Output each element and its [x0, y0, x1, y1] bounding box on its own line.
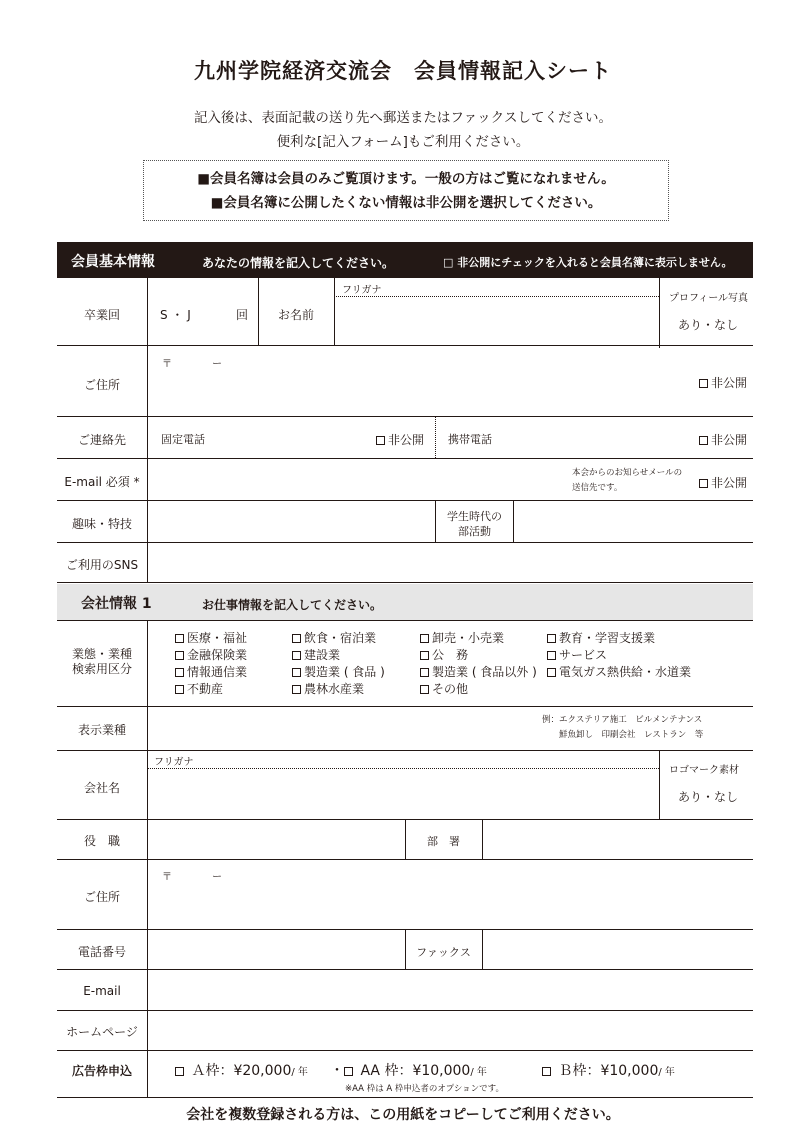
- industry-checkbox[interactable]: サービス: [547, 646, 607, 663]
- page-title: 九州学院経済交流会 会員情報記入シート: [194, 59, 612, 83]
- hobby-input[interactable]: [149, 502, 434, 541]
- department-input[interactable]: [484, 821, 752, 858]
- email-note-line-2: 送信先です。: [572, 483, 623, 493]
- email-note-line-1: 本会からのお知らせメールの: [572, 468, 683, 478]
- industry-checkbox[interactable]: 電気ガス熱供給・水道業: [547, 663, 691, 680]
- landline-label: 固定電話: [161, 433, 205, 446]
- homepage-input[interactable]: [149, 1012, 752, 1049]
- ad-separator: ・: [330, 1063, 344, 1079]
- ad-note: ※AA 枠は A 枠申込者のオプションです。: [345, 1084, 504, 1094]
- position-label: 役 職: [83, 834, 120, 848]
- landline-private-checkbox[interactable]: 非公開: [376, 431, 424, 448]
- mobile-label: 携帯電話: [448, 433, 492, 446]
- phone-label: 電話番号: [77, 945, 126, 959]
- private-note: □ 非公開にチェックを入れると会員名簿に表示しません。: [443, 256, 733, 269]
- industry-checkbox[interactable]: 公 務: [420, 646, 468, 663]
- mobile-private-checkbox[interactable]: 非公開: [699, 431, 747, 448]
- ad-option-b[interactable]: Ｂ枠：¥10,000/ 年: [542, 1060, 675, 1080]
- address-private-checkbox[interactable]: 非公開: [699, 374, 747, 391]
- club-label-line-1: 学生時代の: [447, 510, 502, 523]
- logo-label: ロゴマーク素材: [669, 765, 739, 776]
- postal-dash: ー: [212, 359, 222, 370]
- industry-checkbox[interactable]: 不動産: [175, 680, 223, 697]
- industry-label-line-1: 業態・業種: [71, 647, 132, 661]
- position-input[interactable]: [149, 821, 404, 858]
- graduation-input[interactable]: [149, 279, 257, 344]
- industry-checkbox[interactable]: 教育・学習支援業: [547, 629, 655, 646]
- notice-line-1: ■会員名簿は会員のみご覧頂けます。一般の方はご覧になれません。: [197, 171, 615, 187]
- section-desc: あなたの情報を記入してください。: [202, 256, 395, 270]
- industry-checkbox[interactable]: 製造業 ( 食品 ): [292, 663, 385, 680]
- industry-label-line-2: 検索用区分: [71, 662, 132, 676]
- email-private-checkbox[interactable]: 非公開: [699, 474, 747, 491]
- section-title: 会社情報 1: [81, 596, 152, 612]
- logo-choice[interactable]: あり・なし: [678, 790, 739, 804]
- club-label-line-2: 部活動: [458, 525, 491, 538]
- name-label: お名前: [277, 308, 314, 322]
- industry-checkbox[interactable]: 製造業 ( 食品以外 ): [420, 663, 537, 680]
- address-input[interactable]: [149, 347, 689, 415]
- notice-box: [143, 160, 669, 221]
- notice-line-2: ■会員名簿に公開したくない情報は非公開を選択してください。: [210, 195, 602, 211]
- footer-note: 会社を複数登録される方は、この用紙をコピーしてご利用ください。: [186, 1107, 620, 1123]
- instruction-text: 記入後は、表面記載の送り先へ郵送またはファックスしてください。: [193, 110, 613, 126]
- section-desc: お仕事情報を記入してください。: [202, 598, 383, 612]
- postal-mark: 〒: [162, 359, 172, 370]
- section-company-info-header: [57, 584, 753, 620]
- company-postal-dash: ー: [212, 872, 222, 883]
- homepage-label: ホームページ: [66, 1025, 138, 1039]
- display-example-line-2: 鮮魚卸し 印刷会社 レストラン 等: [559, 730, 704, 740]
- sns-input[interactable]: [149, 544, 752, 581]
- industry-checkbox[interactable]: 金融保険業: [175, 646, 247, 663]
- company-address-label: ご住所: [83, 890, 120, 904]
- sns-label: ご利用のSNS: [65, 558, 139, 572]
- ad-label: 広告枠申込: [71, 1064, 132, 1078]
- industry-checkbox[interactable]: 情報通信業: [175, 663, 247, 680]
- industry-checkbox[interactable]: その他: [420, 680, 468, 697]
- company-postal-mark: 〒: [162, 872, 172, 883]
- address-label: ご住所: [83, 378, 120, 392]
- name-furigana-label: フリガナ: [342, 285, 382, 296]
- fax-input[interactable]: [484, 931, 752, 968]
- display-industry-input[interactable]: [149, 708, 529, 749]
- display-industry-label: 表示業種: [77, 723, 126, 737]
- display-example-line-1: 例：エクステリア施工 ビルメンテナンス: [542, 715, 703, 725]
- club-input[interactable]: [515, 502, 752, 541]
- company-name-input[interactable]: [149, 770, 658, 818]
- fax-label: ファックス: [416, 946, 471, 959]
- graduation-label: 卒業回: [83, 308, 120, 322]
- graduation-suffix: 回: [236, 308, 249, 322]
- company-email-input[interactable]: [149, 971, 752, 1009]
- section-title: 会員基本情報: [71, 254, 155, 270]
- name-input[interactable]: [335, 297, 658, 344]
- profile-photo-choice[interactable]: あり・なし: [678, 318, 739, 332]
- industry-checkbox[interactable]: 農林水産業: [292, 680, 364, 697]
- company-email-label: E-mail: [83, 984, 121, 998]
- ad-option-aa[interactable]: AA 枠：¥10,000/ 年: [344, 1060, 487, 1080]
- graduation-value: S ・ J: [160, 308, 191, 322]
- industry-checkbox[interactable]: 卸売・小売業: [420, 629, 504, 646]
- hobby-label: 趣味・特技: [71, 517, 132, 531]
- form-hint-text: 便利な[記入フォーム]もご利用ください。: [276, 134, 530, 150]
- email-required-label: E-mail 必須 *: [64, 475, 140, 489]
- phone-input[interactable]: [149, 931, 404, 968]
- company-name-label: 会社名: [83, 781, 120, 795]
- contact-label: ご連絡先: [77, 433, 126, 447]
- company-furigana-label: フリガナ: [154, 757, 194, 768]
- industry-checkbox[interactable]: 医療・福祉: [175, 629, 247, 646]
- company-address-input[interactable]: [149, 861, 752, 928]
- email-input[interactable]: [149, 460, 554, 499]
- ad-option-a[interactable]: Ａ枠：¥20,000/ 年: [175, 1060, 308, 1080]
- section-basic-info-header: [57, 242, 753, 278]
- industry-checkbox[interactable]: 飲食・宿泊業: [292, 629, 376, 646]
- industry-checkbox[interactable]: 建設業: [292, 646, 340, 663]
- profile-photo-label: プロフィール写真: [669, 293, 748, 304]
- department-label: 部 署: [427, 835, 460, 848]
